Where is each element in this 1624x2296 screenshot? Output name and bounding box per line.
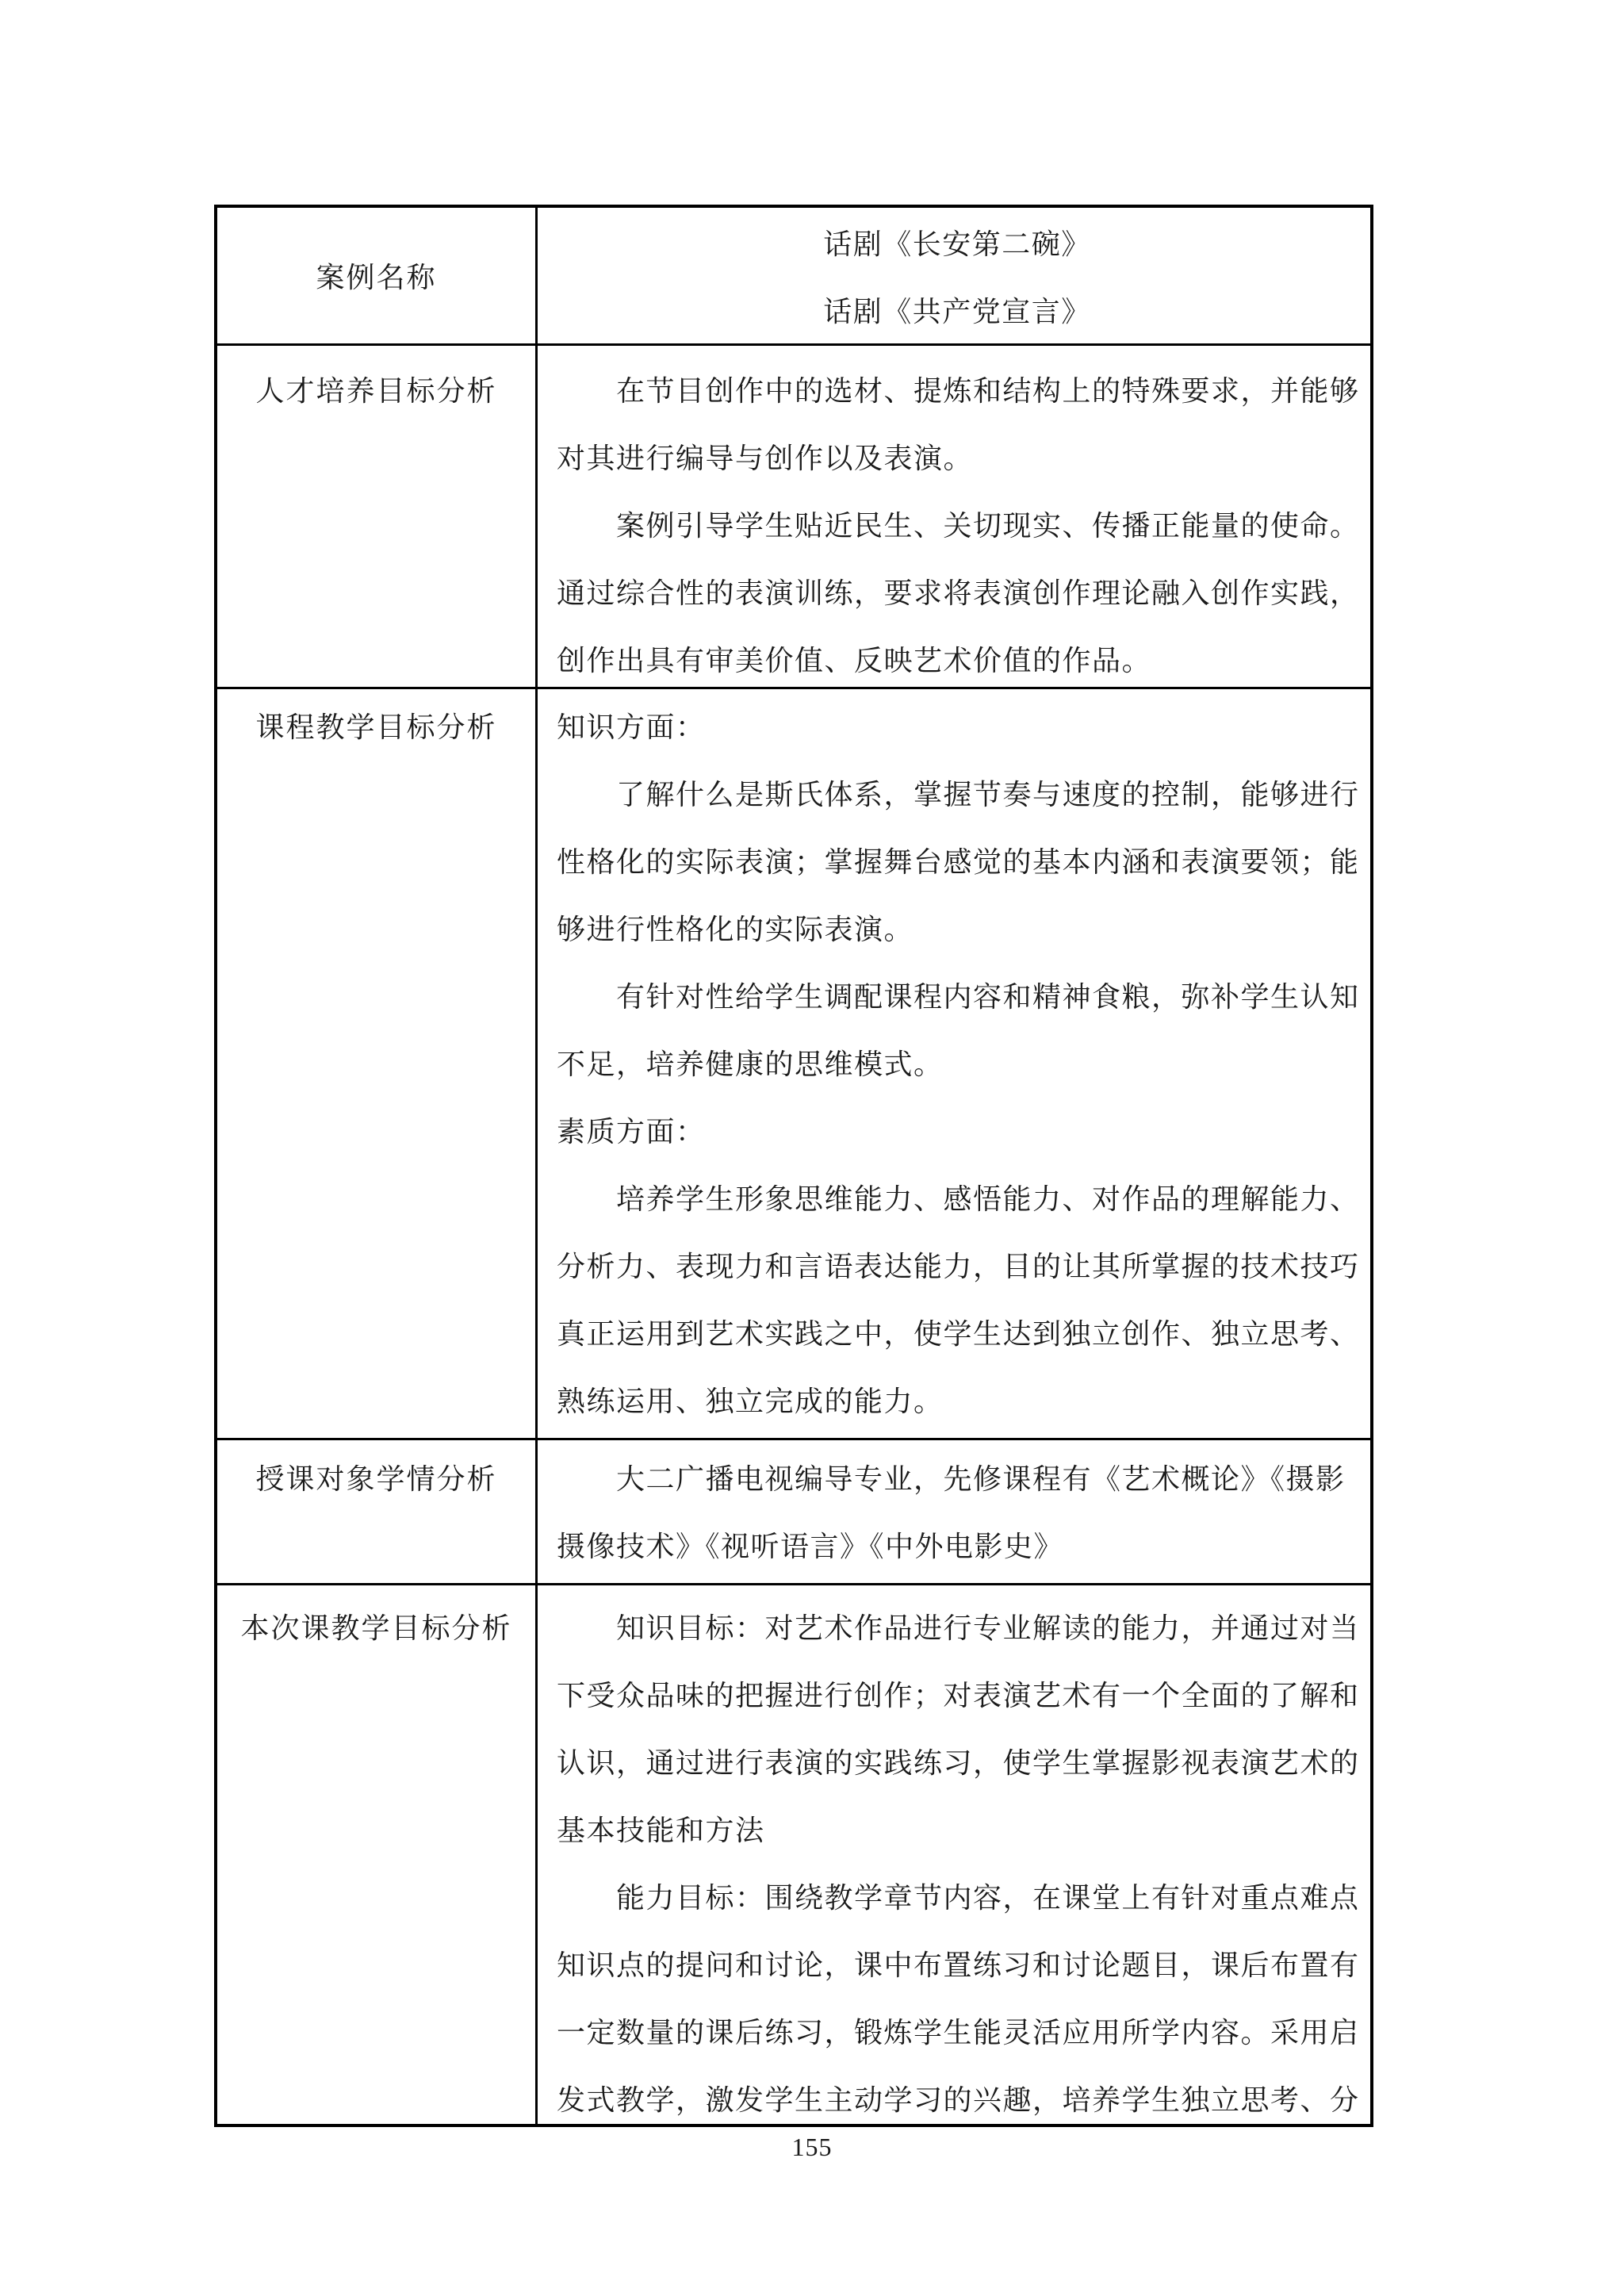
content-line: 能力目标：围绕教学章节内容，在课堂上有针对重点难点 (557, 1882, 1360, 1914)
content-line: 创作出具有审美价值、反映艺术价值的作品。 (557, 645, 1152, 677)
content-line: 一定数量的课后练习，锻炼学生能灵活应用所学内容。采用启 (557, 2017, 1360, 2049)
table-row-lesson-goal-analysis (217, 1585, 1370, 2124)
row-label-cell (217, 689, 538, 1438)
table-row-course-goal-analysis (217, 689, 1370, 1440)
content-line: 大二广播电视编导专业，先修课程有《艺术概论》《摄影 (557, 1463, 1346, 1495)
content-line: 在节目创作中的选材、提炼和结构上的特殊要求，并能够 (557, 375, 1360, 407)
content-line: 认识，通过进行表演的实践练习，使学生掌握影视表演艺术的 (557, 1747, 1360, 1779)
content-line: 对其进行编导与创作以及表演。 (557, 443, 974, 474)
content-line: 熟练运用、独立完成的能力。 (557, 1386, 944, 1417)
content-line: 通过综合性的表演训练，要求将表演创作理论融入创作实践， (557, 577, 1360, 609)
table-row-talent-goal-analysis (217, 346, 1370, 689)
row-label-cell (217, 1440, 538, 1583)
row-label: 课程教学目标分析 (255, 711, 497, 743)
page-number: 155 (791, 2133, 833, 2161)
row-label: 案例名称 (316, 262, 437, 293)
row-label: 授课对象学情分析 (255, 1463, 497, 1495)
content-line: 摄像技术》《视听语言》《中外电影史》 (557, 1531, 1064, 1562)
content-line: 案例引导学生贴近民生、关切现实、传播正能量的使命。 (557, 510, 1360, 542)
table-row-case-name (217, 208, 1370, 346)
content-line: 知识点的提问和讨论，课中布置练习和讨论题目，课后布置有 (557, 1949, 1360, 1981)
content-line: 知识方面： (557, 711, 706, 743)
content-line: 培养学生形象思维能力、感悟能力、对作品的理解能力、 (557, 1183, 1360, 1215)
row-label: 本次课教学目标分析 (240, 1612, 512, 1644)
teaching-case-table (214, 205, 1373, 2127)
content-line: 不足，培养健康的思维模式。 (557, 1048, 944, 1080)
content-line: 下受众品味的把握进行创作；对表演艺术有一个全面的了解和 (557, 1680, 1360, 1711)
content-line: 发式教学，激发学生主动学习的兴趣，培养学生独立思考、分 (557, 2084, 1360, 2116)
row-label-cell (217, 208, 538, 343)
table-row-student-analysis (217, 1440, 1370, 1585)
content-line: 性格化的实际表演；掌握舞台感觉的基本内涵和表演要领；能 (557, 846, 1360, 878)
content-line: 有针对性给学生调配课程内容和精神食粮，弥补学生认知 (557, 981, 1360, 1013)
row-content-cell (538, 1440, 1370, 1583)
content-line: 素质方面： (557, 1116, 706, 1148)
content-line: 真正运用到艺术实践之中，使学生达到独立创作、独立思考、 (557, 1318, 1360, 1350)
row-label: 人才培养目标分析 (255, 375, 497, 407)
row-label-cell (217, 1585, 538, 2124)
row-content-cell (538, 346, 1370, 687)
content-line: 基本技能和方法 (557, 1815, 765, 1846)
row-label-cell (217, 346, 538, 687)
row-content-cell (538, 208, 1370, 343)
content-line: 话剧《长安第二碗》 (823, 228, 1091, 260)
content-line: 话剧《共产党宣言》 (823, 295, 1091, 328)
content-line: 分析力、表现力和言语表达能力，目的让其所掌握的技术技巧 (557, 1251, 1360, 1282)
content-line: 了解什么是斯氏体系，掌握节奏与速度的控制，能够进行 (557, 779, 1360, 811)
content-line: 知识目标：对艺术作品进行专业解读的能力，并通过对当 (557, 1612, 1360, 1644)
content-line: 够进行性格化的实际表演。 (557, 914, 914, 945)
row-content-cell (538, 1585, 1370, 2124)
row-content-cell (538, 689, 1370, 1438)
